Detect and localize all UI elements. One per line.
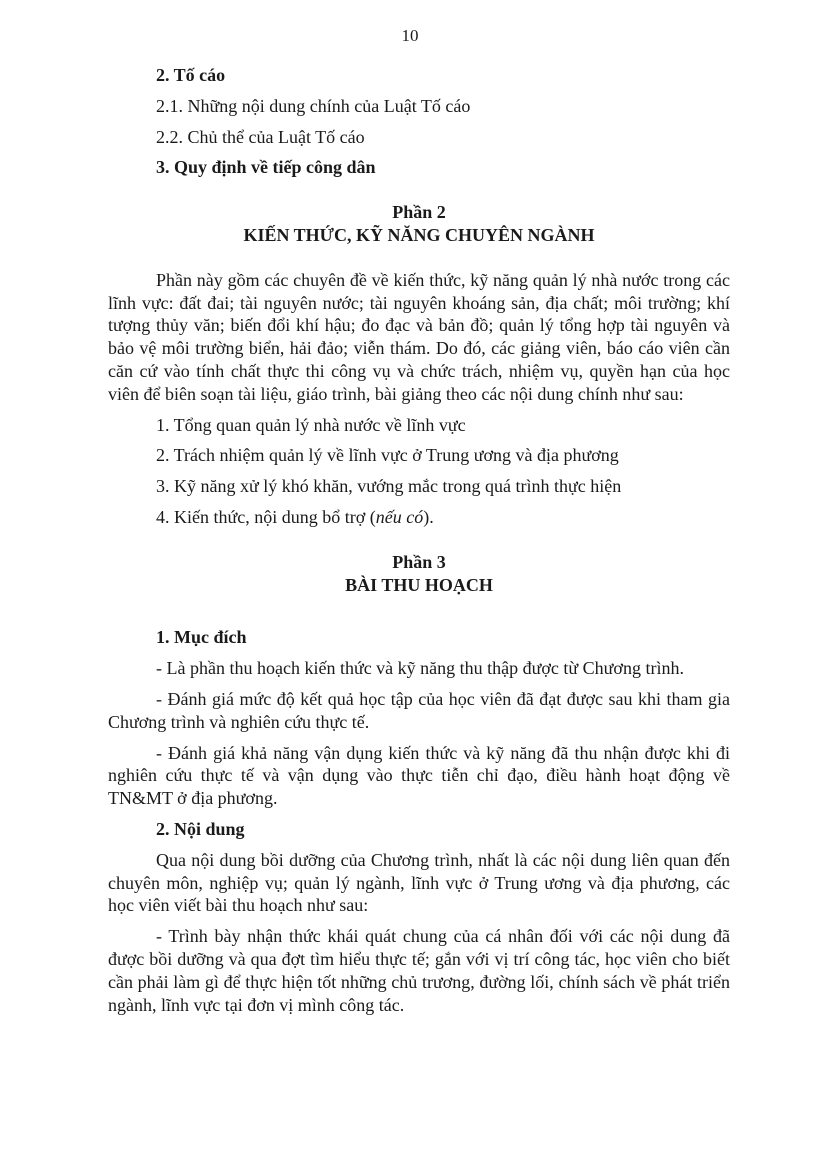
item4-italic: nếu có [375,506,424,527]
content-item: - Trình bày nhận thức khái quát chung của cá nhân đối với các nội dung đã được bồi dưỡng và qua đợt tìm hiểu thực tế; gắn với vị trí công tác, học viên cho biết cần phải làm gì để thực hiện tốt những chủ trương, đường lối, chính sách về phát triển ngành, lĩnh vực tại đơn vị mình công tác. [108,926,730,1015]
part3-title: BÀI THU HOẠCH [345,574,493,595]
part2-list-item [108,506,730,529]
part3-label: Phần 3 [392,551,446,572]
to-cao-item: 2.1. Những nội dung chính của Luật Tố cáo [156,95,471,116]
part2-intro-paragraph: Phần này gồm các chuyên đề về kiến thức, kỹ năng quản lý nhà nước trong các lĩnh vực: đất đai; tài nguyên nước; tài nguyên khoáng sản, địa chất; môi trường; khí tượng thủy văn; biến đổi khí hậu; đo đạc và bản đồ; quản lý tổng hợp tài nguyên và bảo vệ môi trường biển, hải đảo; viễn thám. Do đó, các giảng viên, báo cáo viên cần căn cứ vào tính chất thực thi công vụ và chức trách, nhiệm vụ, quyền hạn của học viên để biên soạn tài liệu, giáo trình, bài giảng theo các nội dung chính như sau: [108,269,730,404]
part2-label: Phần 2 [392,202,446,223]
section-to-cao-heading: 2. Tố cáo [156,65,226,85]
purpose-heading: 1. Mục đích [156,627,247,648]
part2-list-item: 1. Tổng quan quản lý nhà nước về lĩnh vực [156,414,466,435]
part2-list-item: 3. Kỹ năng xử lý khó khăn, vướng mắc trong quá trình thực hiện [156,476,622,497]
page-number: 10 [401,26,419,45]
purpose-item: - Là phần thu hoạch kiến thức và kỹ năng thu thập được từ Chương trình. [156,658,684,679]
item4-suffix: ). [423,506,434,527]
page-content [108,64,730,1016]
section-tiep-cong-dan-heading: 3. Quy định về tiếp công dân [156,157,376,178]
content-intro-paragraph: Qua nội dung bồi dưỡng của Chương trình, nhất là các nội dung liên quan đến chuyên môn, nghiệp vụ; quản lý ngành, lĩnh vực ở Trung ương và địa phương, các học viên viết bài thu hoạch như sau: [108,849,730,916]
to-cao-item: 2.2. Chủ thể của Luật Tố cáo [156,126,365,147]
purpose-item: - Đánh giá khả năng vận dụng kiến thức và kỹ năng đã thu nhận được khi đi nghiên cứu thực tế và vận dụng vào thực tiễn chỉ đạo, điều hành hoạt động về TN&MT ở địa phương. [108,742,730,809]
part2-title: KIẾN THỨC, KỸ NĂNG CHUYÊN NGÀNH [243,224,595,245]
item4-prefix: 4. Kiến thức, nội dung bổ trợ ( [156,506,376,527]
content-heading: 2. Nội dung [156,818,245,839]
purpose-item: - Đánh giá mức độ kết quả học tập của học viên đã đạt được sau khi tham gia Chương trình và nghiên cứu thực tế. [108,688,730,732]
part2-list-item: 2. Trách nhiệm quản lý về lĩnh vực ở Trung ương và địa phương [156,445,619,466]
